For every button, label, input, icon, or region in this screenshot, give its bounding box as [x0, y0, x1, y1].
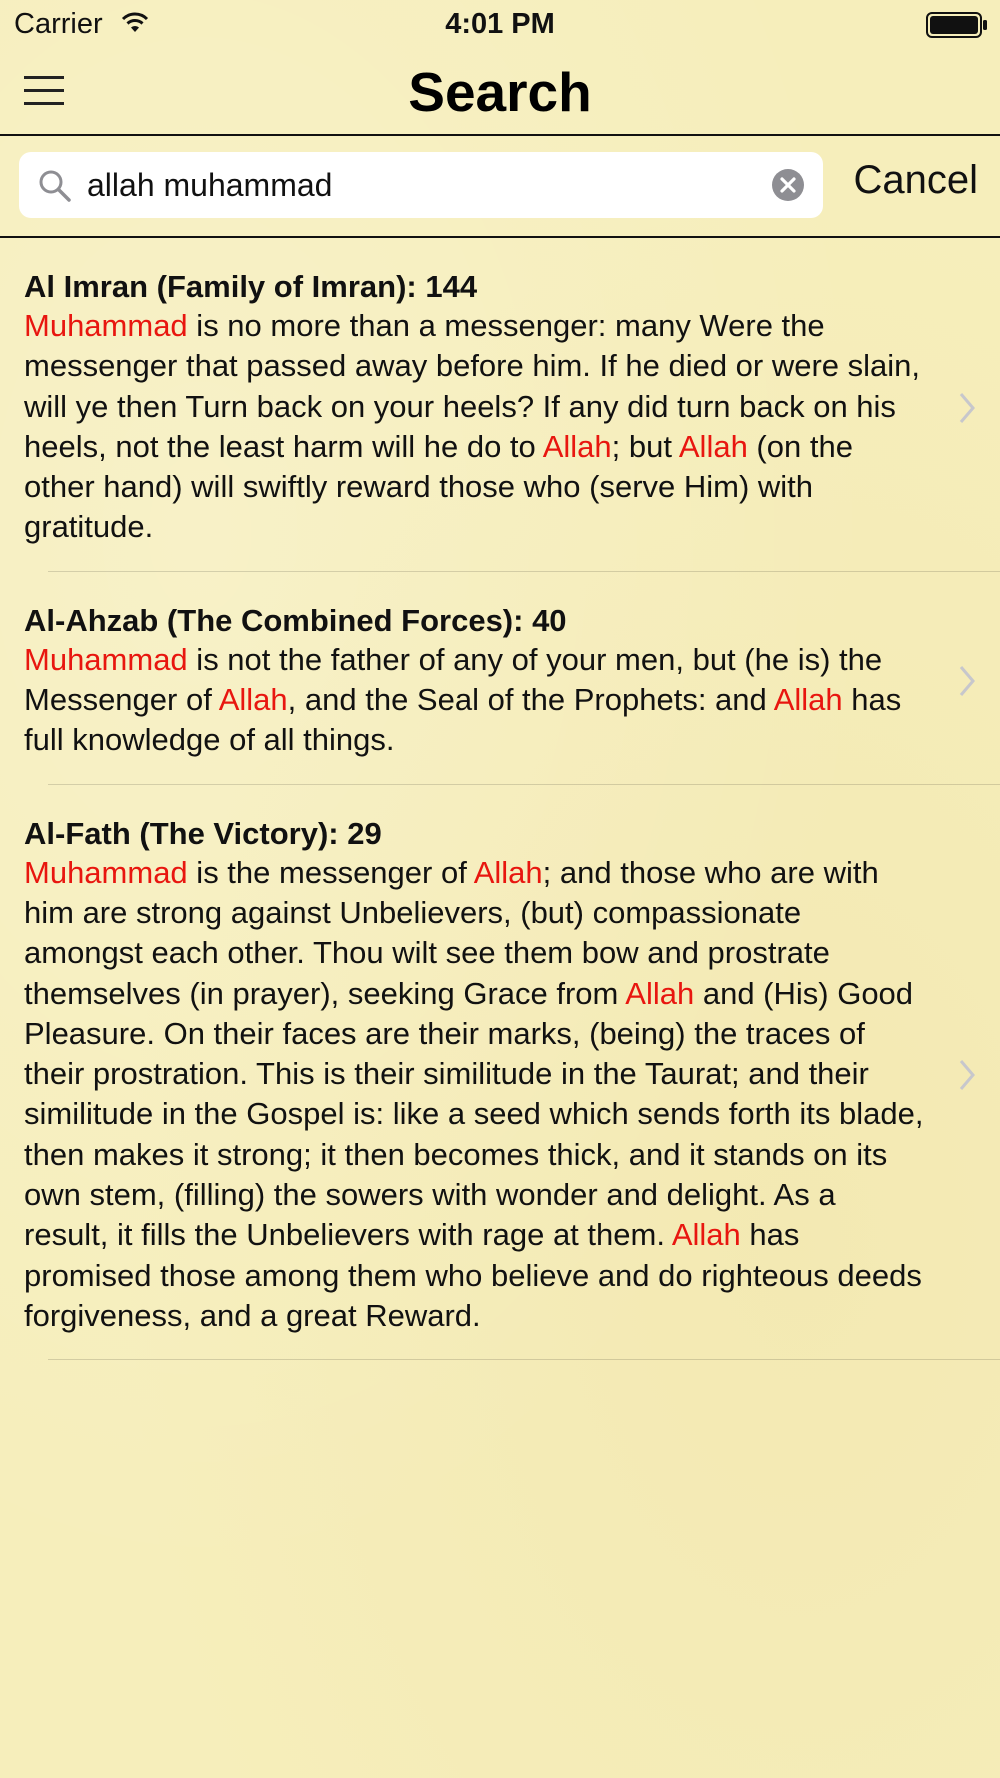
- search-match-highlight: Muhammad: [24, 854, 188, 890]
- result-title: Al-Ahzab (The Combined Forces): 40: [24, 602, 567, 638]
- verse-text: ; but: [611, 428, 679, 464]
- result-row[interactable]: [0, 572, 1000, 785]
- status-bar: [0, 0, 1000, 50]
- verse-text: has promised those among them who believe and do righteous deeds forgiveness, and a great Reward.: [24, 1217, 922, 1333]
- cancel-button[interactable]: Cancel: [853, 158, 978, 202]
- result-text: [24, 306, 928, 548]
- search-match-highlight: Allah: [473, 854, 543, 890]
- verse-text: is not the father of any of your men, but (he is) the Messenger of: [24, 641, 883, 718]
- result-row[interactable]: [0, 238, 1000, 572]
- search-input[interactable]: [87, 160, 747, 210]
- results-list: [0, 238, 1000, 1360]
- search-match-highlight: Muhammad: [24, 308, 188, 343]
- verse-text: ; and those who are with him are strong against Unbelievers, (but) compassionate amongst each other. Thou wilt see them bow and prostrate themselves (in prayer), seeking Grace from: [24, 854, 879, 1011]
- verse-text: has full knowledge of all things.: [24, 682, 902, 758]
- verse-text: is no more than a messenger: many Were the messenger that passed away before him. If he died or were slain, will ye then Turn back on your heels? If any did turn back on his heels, not the least harm will he do to: [24, 308, 921, 464]
- verse-text: is the messenger of: [187, 854, 474, 890]
- verse-text: , and the Seal of the Prophets: and: [287, 682, 774, 718]
- verse-text: and (His) Good Pleasure. On their faces are their marks, (being) the traces of their prostration. This is their similitude in the Taurat; and their similitude in the Gospel is: like a seed which sends forth its blade, then makes it strong; it then becomes thick, and it stands on its own stem, (filling) the sowers with wonder and delight. As a result, it fills the Unbelievers with rage at them.: [24, 975, 924, 1253]
- search-match-highlight: Allah: [625, 975, 695, 1011]
- chevron-right-icon: [958, 1058, 976, 1092]
- search-field[interactable]: [19, 152, 823, 218]
- search-icon: [37, 168, 73, 204]
- result-row[interactable]: [0, 785, 1000, 1361]
- search-bar: [0, 136, 1000, 238]
- result-title: Al-Fath (The Victory): 29: [24, 815, 382, 851]
- chevron-right-icon: [958, 664, 976, 698]
- search-match-highlight: Allah: [218, 682, 288, 718]
- battery-icon: [926, 12, 988, 38]
- nav-bar: [0, 50, 1000, 136]
- search-match-highlight: Allah: [542, 428, 612, 464]
- result-title: Al Imran (Family of Imran): 144: [24, 269, 478, 304]
- result-text: [24, 853, 928, 1337]
- search-match-highlight: Allah: [678, 428, 748, 464]
- chevron-right-icon: [958, 391, 976, 425]
- search-match-highlight: Muhammad: [24, 641, 188, 677]
- search-match-highlight: Allah: [671, 1217, 741, 1253]
- result-text: [24, 640, 928, 761]
- clear-search-icon[interactable]: [771, 168, 805, 202]
- carrier-label: Carrier: [14, 8, 103, 40]
- verse-text: (on the other hand) will swiftly reward those who (serve Him) with gratitude.: [24, 428, 853, 545]
- search-match-highlight: Allah: [773, 682, 843, 718]
- page-title: Search: [408, 61, 592, 123]
- status-time: 4:01 PM: [445, 8, 555, 40]
